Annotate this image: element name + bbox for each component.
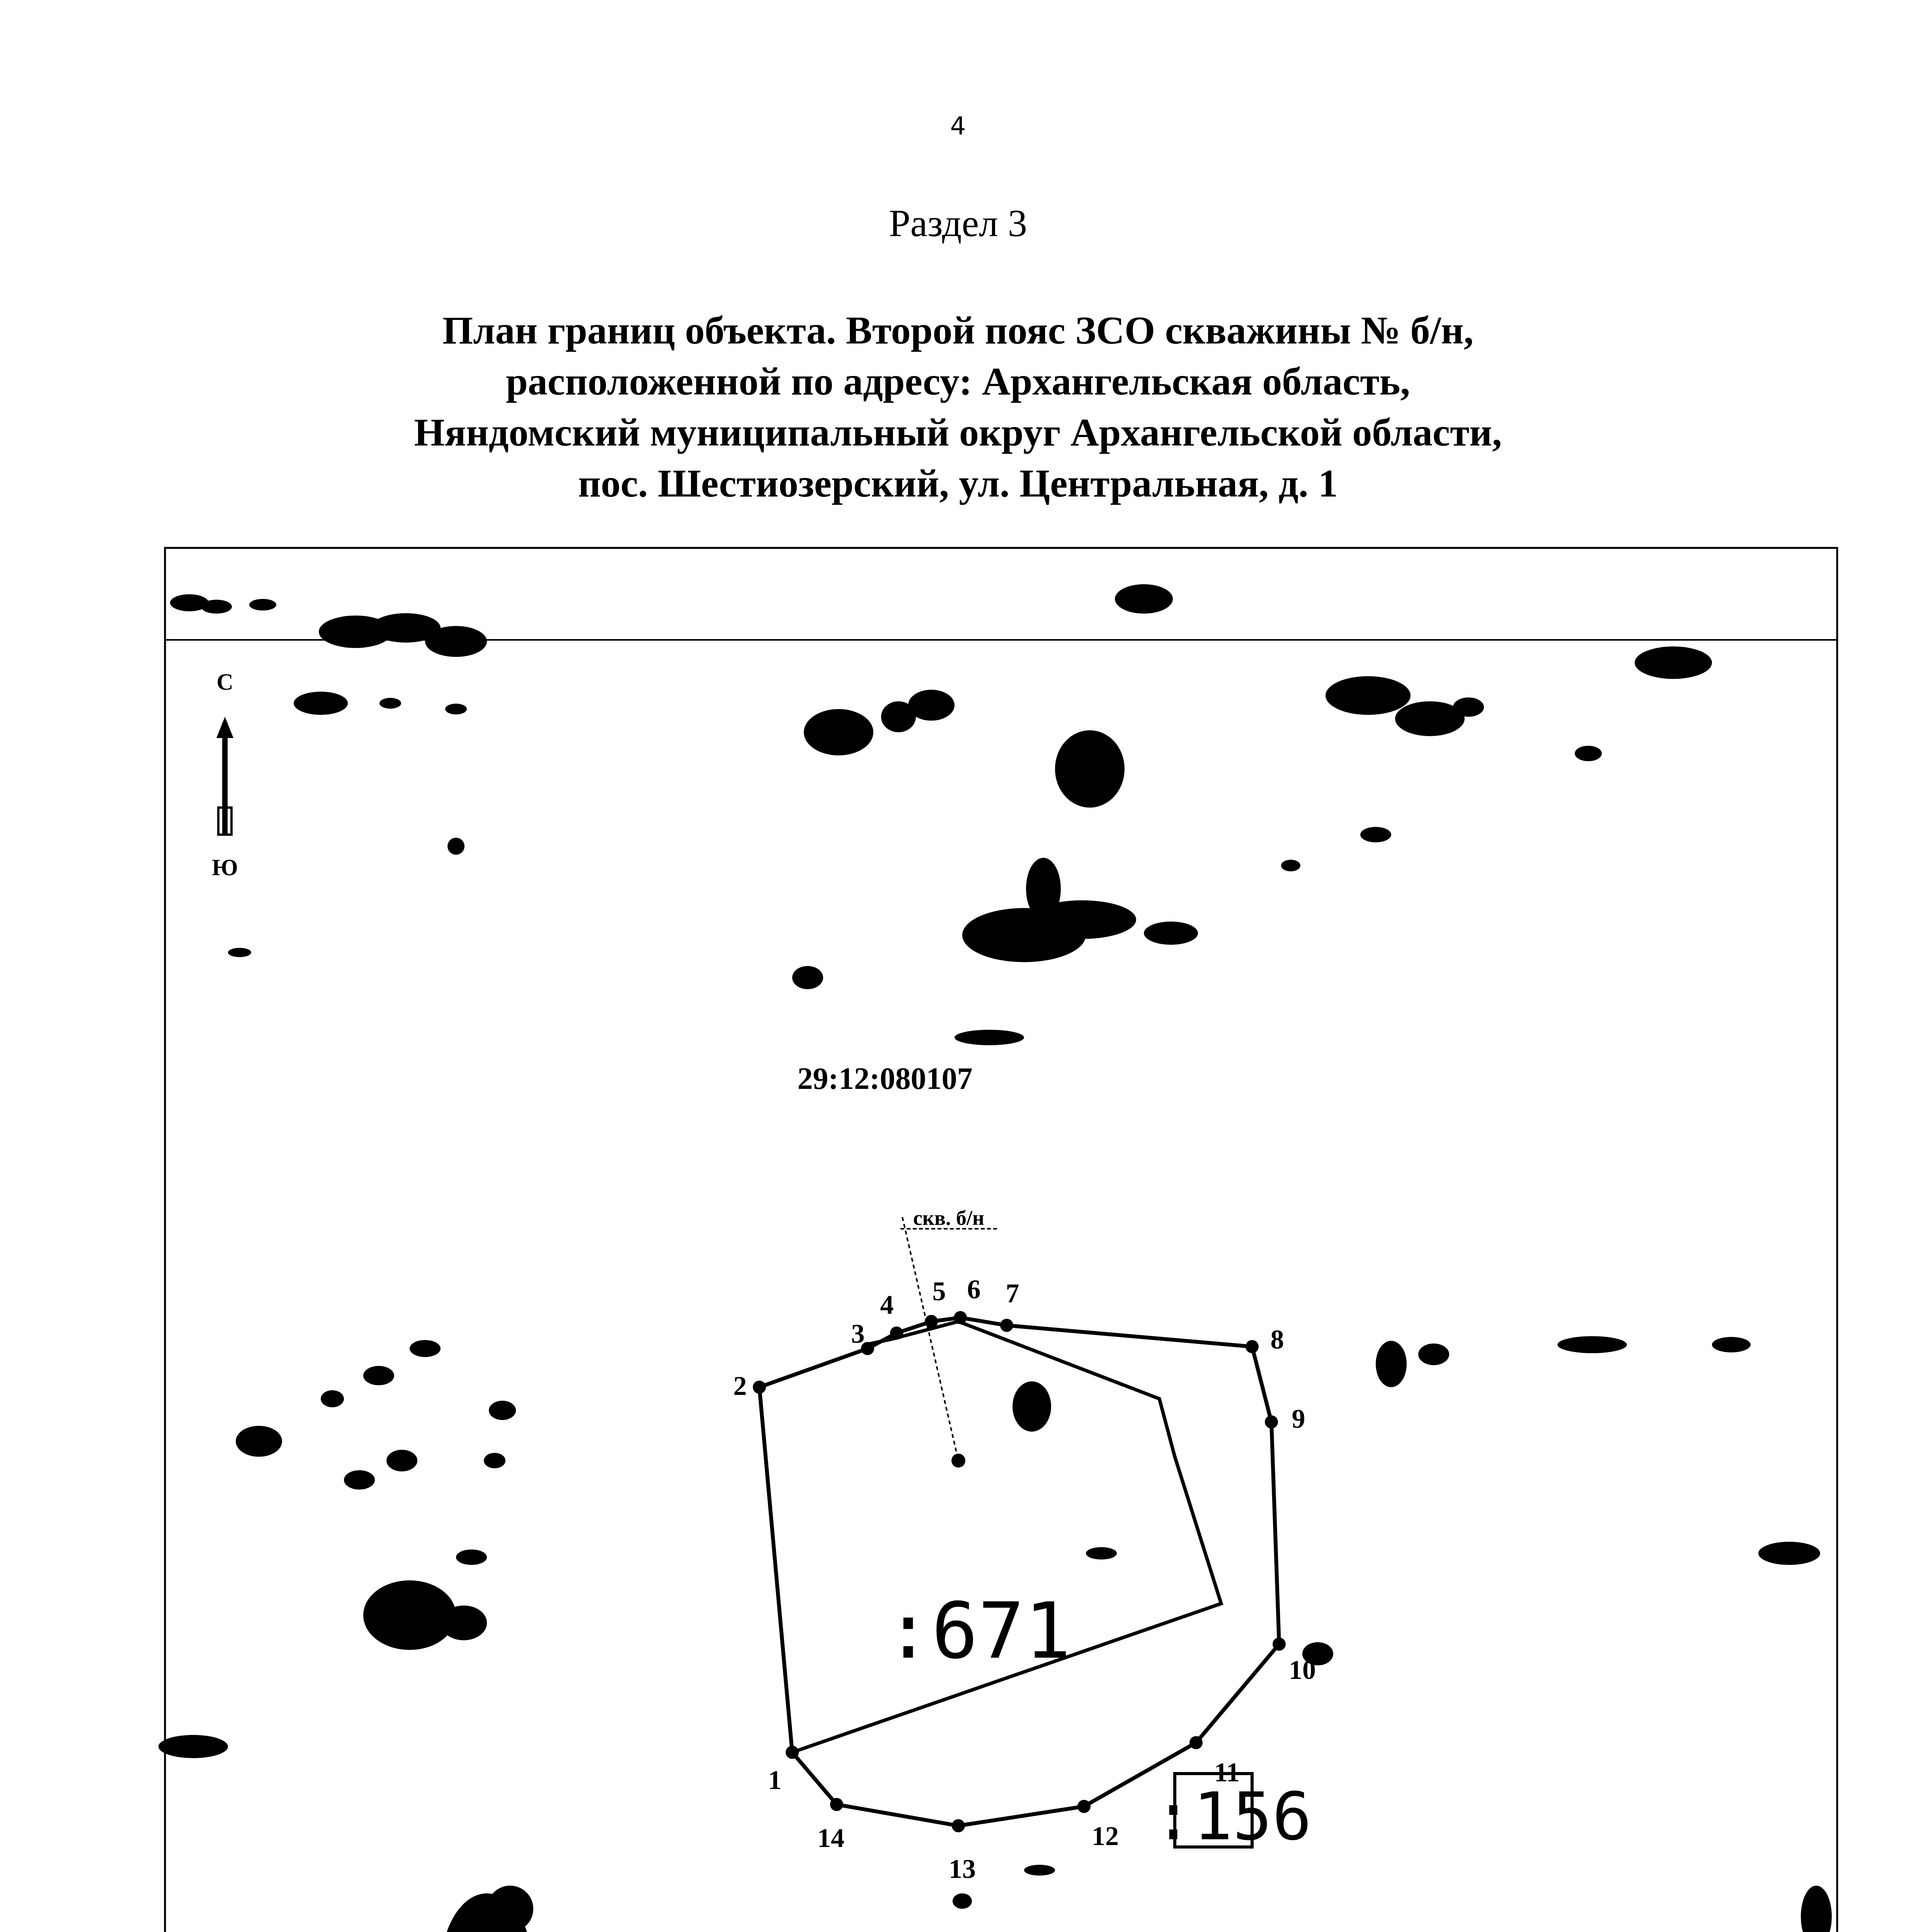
- vertex-label-12: 12: [1092, 1821, 1119, 1851]
- terrain-blobs: [158, 584, 1832, 1932]
- parcel-671-boundary: [792, 1321, 1221, 1752]
- vertex-label-1: 1: [768, 1765, 782, 1795]
- title-line-2: расположенной по адресу: Архангельская область,: [506, 360, 1410, 403]
- north-arrow-icon: [216, 717, 233, 835]
- title-line-1: План границ объекта. Второй пояс ЗСО скважины № б/н,: [442, 309, 1474, 352]
- north-label: С: [216, 669, 233, 695]
- vertex-label-7: 7: [1006, 1279, 1019, 1308]
- title-line-4: пос. Шестиозерский, ул. Центральная, д. 1: [578, 462, 1338, 505]
- page-number: 4: [950, 112, 966, 141]
- section-title: Раздел 3: [889, 202, 1027, 245]
- vertex-label-8: 8: [1270, 1325, 1284, 1355]
- well-label: скв. б/н: [913, 1206, 985, 1230]
- vertex-label-10: 10: [1289, 1655, 1316, 1685]
- parcel-671-label: :671: [885, 1586, 1071, 1676]
- title-line-3: Няндомский муниципальный округ Архангельской области,: [414, 411, 1502, 454]
- vertex-label-4: 4: [880, 1290, 894, 1320]
- vertex-label-11: 11: [1214, 1758, 1240, 1787]
- vertex-label-6: 6: [967, 1275, 981, 1304]
- vertex-label-2: 2: [733, 1371, 747, 1401]
- vertex-label-14: 14: [817, 1823, 844, 1853]
- parcel-156-label: :156: [1154, 1779, 1312, 1855]
- well-leader-line: [902, 1217, 958, 1461]
- vertex-label-5: 5: [932, 1277, 946, 1306]
- well-marker: [951, 1454, 965, 1468]
- vertex-label-9: 9: [1292, 1404, 1305, 1434]
- south-label: Ю: [212, 855, 238, 880]
- cadastral-block-label: 29:12:080107: [797, 1062, 973, 1096]
- vertex-label-13: 13: [949, 1854, 976, 1884]
- vertex-label-3: 3: [851, 1319, 865, 1349]
